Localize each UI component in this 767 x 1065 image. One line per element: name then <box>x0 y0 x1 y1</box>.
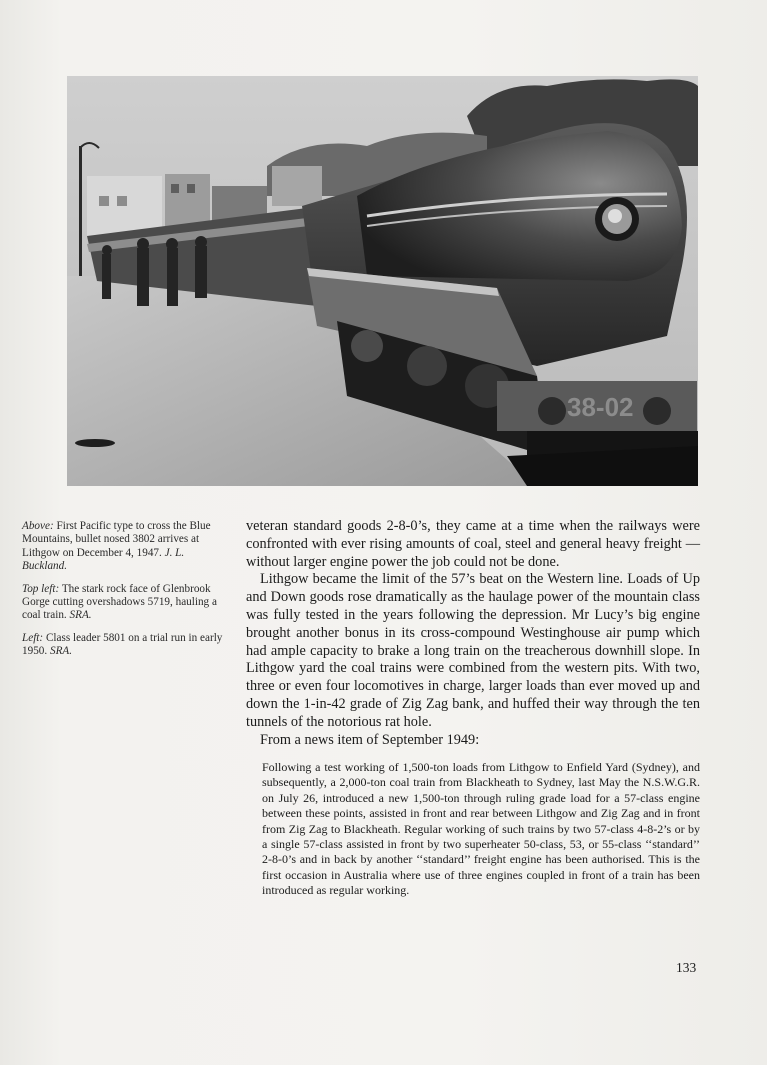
caption-lead: Left: <box>22 631 44 644</box>
caption-credit: SRA. <box>69 609 92 622</box>
caption-top-left <box>22 583 232 623</box>
caption-lead: Top left: <box>22 582 60 595</box>
body-paragraph: From a news item of September 1949: <box>260 731 480 748</box>
photo-illustration <box>67 76 698 486</box>
caption-lead: Above: <box>22 520 54 532</box>
caption-text: Class leader 5801 on a trial run in early 1950. <box>22 631 223 658</box>
locomotive-number-plate: 38-02 <box>567 392 634 422</box>
caption-text: The stark rock face of Glenbrook Gorge cutting overshadows 5719, hauling a coal train. <box>22 582 217 622</box>
caption-text: First Pacific type to cross the Blue Mountains, bullet nosed 3802 arrives at Lithgow on December 4, 1947. <box>22 520 211 559</box>
photo-captions <box>22 520 232 668</box>
page-number: 133 <box>676 960 697 975</box>
body-text <box>246 518 700 749</box>
locomotive-photo <box>67 76 698 486</box>
body-paragraph: veteran standard goods 2-8-0’s, they came at a time when the railways were confronted with ever rising amounts of coal, steel and general heavy freight — without larger engine power the job could not be done. <box>246 518 700 570</box>
caption-credit: SRA. <box>49 645 73 658</box>
caption-left <box>22 632 232 659</box>
caption-credit: J. L. Buckland. <box>22 546 185 573</box>
body-paragraph: Lithgow became the limit of the 57’s beat on the Western line. Loads of Up and Down goods rose dramatically as the haulage power of the mountain class was fully tested in the years following the depression. Mr Lucy’s big engine brought another bonus in its cross-compound Westinghouse air pump which had ample capacity to brake a long train on the treacherous downhill slope. In Lithgow yard the coal trains were combined from the western pits. With two, three or even four locomotives in charge, larger loads than ever moved up and down the 1-in-42 grade of Zig Zag bank, and huffed their way through the ten tunnels of the notorious rat hole. <box>246 571 700 730</box>
quoted-news-item <box>262 760 700 899</box>
caption-above <box>22 520 232 574</box>
quote-text: Following a test working of 1,500-ton loads from Lithgow to Enfield Yard (Sydney), and subsequently, a 2,000-ton coal train from Blackheath to Sydney, last May the N.S.W.G.R. on July 26, introduced a new 1,500-ton through ruling grade load for a 57-class engine between these points, assisted in front and rear between Lithgow and Zig Zag and in front from Zig Zag to Blackheath. Regular working of such trains by two 57-class 4-8-2’s or by a single 57-class assisted in front by two superheater 50-class, 53, or 55-class ‘‘standard’’ 2-8-0’s and in back by another ‘‘standard’’ freight engine has been authorised. This is the first occasion in Australia where use of three engines coupled in front of a train has been introduced as regular working. <box>262 760 700 898</box>
